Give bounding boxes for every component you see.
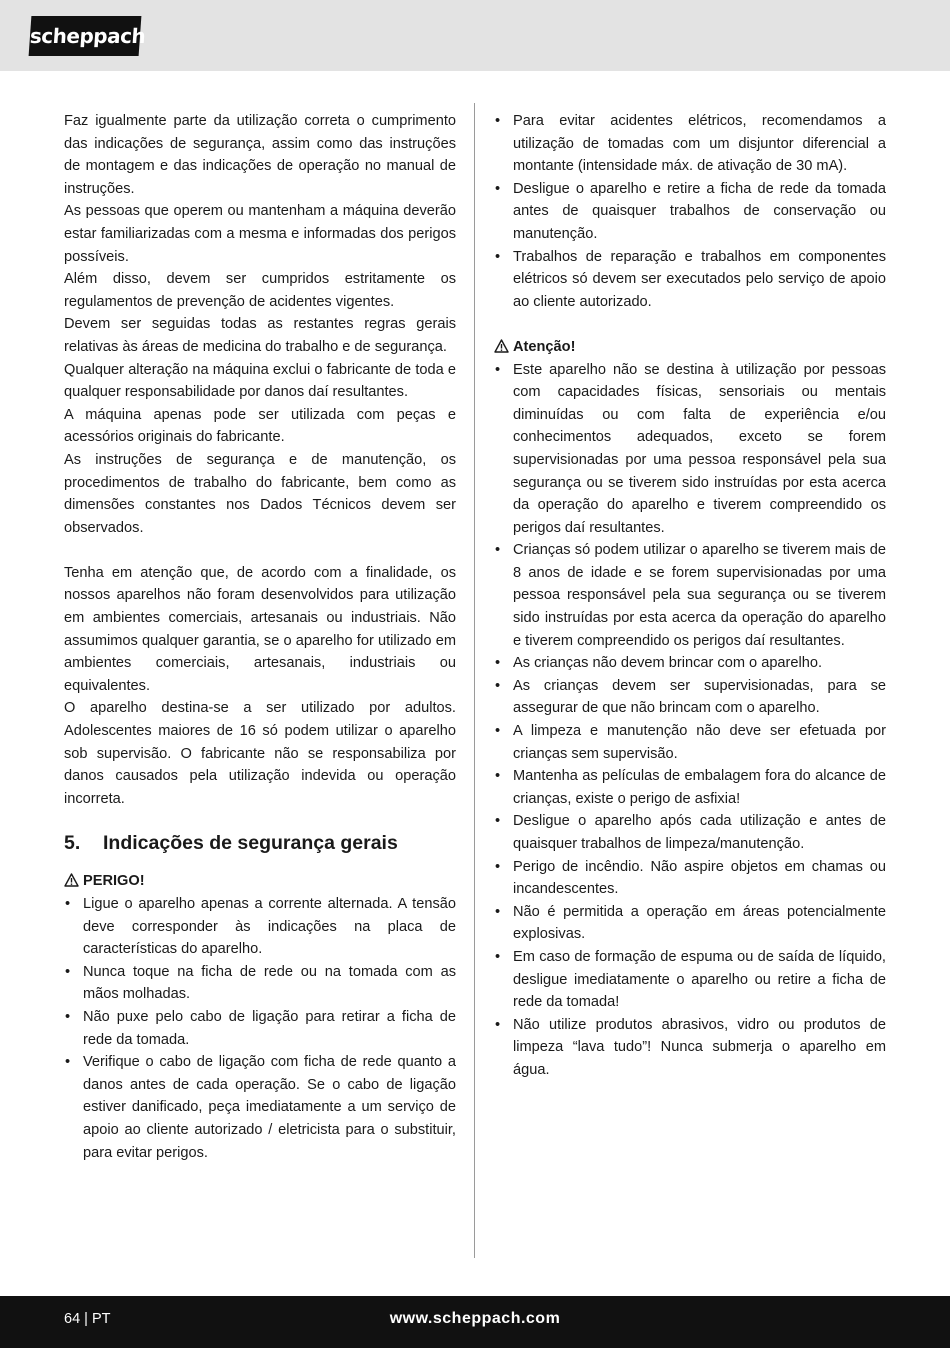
paragraph: Faz igualmente parte da utilização correta o cumprimento das indicações de segurança, assim como das instruções de montagem e das indicações de operação no manual de instruções. bbox=[64, 113, 456, 197]
electrical-safety-list bbox=[494, 110, 886, 313]
paragraph: Devem ser seguidas todas as restantes regras gerais relativas às áreas de medicina do trabalho e de segurança. bbox=[64, 316, 456, 355]
list-item: • Ligue o aparelho apenas a corrente alternada. A tensão deve corresponder às indicações na placa de características do aparelho. bbox=[64, 893, 456, 961]
brand-logo: scheppach bbox=[29, 16, 142, 56]
attention-label: Atenção! bbox=[513, 338, 576, 355]
list-item: • Verifique o cabo de ligação com ficha de rede quanto a danos antes de cada operação. Se o cabo de ligação estiver danificado, peça imediatamente a um serviço de apoio ao cliente autorizado / eletricista para o substituir, para evitar perigos. bbox=[64, 1051, 456, 1164]
list-item: • Perigo de incêndio. Não aspire objetos em chamas ou incandescentes. bbox=[494, 856, 886, 901]
list-item: • A limpeza e manutenção não deve ser efetuada por crianças sem supervisão. bbox=[494, 720, 886, 765]
page-footer bbox=[0, 1296, 950, 1348]
list-item: • As crianças não devem brincar com o aparelho. bbox=[494, 652, 886, 675]
section-heading bbox=[64, 828, 456, 858]
section-title: Indicações de segurança gerais bbox=[103, 832, 398, 855]
list-item: • Em caso de formação de espuma ou de saída de líquido, desligue imediatamente o aparelho ou retire a ficha de rede da tomada! bbox=[494, 946, 886, 1014]
danger-label: PERIGO! bbox=[83, 873, 145, 890]
paragraph: Tenha em atenção que, de acordo com a finalidade, os nossos aparelhos não foram desenvolvidos para utilização em ambientes comerciais, artesanais ou industriais. Não assumimos qualquer garantia, se o aparelho for utilizado em ambientes comerciais, artesanais, industriais ou equivalentes. bbox=[64, 564, 456, 694]
paragraph: As pessoas que operem ou mantenham a máquina deverão estar familiarizadas com a mesma e informadas dos perigos possíveis. bbox=[64, 203, 456, 265]
attention-heading bbox=[494, 336, 886, 359]
list-item: • As crianças devem ser supervisionadas, para se assegurar de que não brincam com o aparelho. bbox=[494, 675, 886, 720]
list-item: • Não é permitida a operação em áreas potencialmente explosivas. bbox=[494, 901, 886, 946]
attention-list bbox=[494, 359, 886, 1082]
list-item: • Crianças só podem utilizar o aparelho se tiverem mais de 8 anos de idade e se forem supervisionadas por uma pessoa responsável pela sua segurança ou se tiverem sido instruídas por esta acerca da operação do aparelho e tiverem compreendido os perigos daí resultantes. bbox=[494, 539, 886, 652]
warning-triangle-icon bbox=[494, 339, 509, 353]
list-item: • Mantenha as películas de embalagem fora do alcance de crianças, existe o perigo de asfixia! bbox=[494, 765, 886, 810]
paragraph: As instruções de segurança e de manutenção, os procedimentos de trabalho do fabricante, bem como as dimensões constantes nos Dados Técnicos devem ser observados. bbox=[64, 451, 456, 536]
paragraph: A máquina apenas pode ser utilizada com peças e acessórios originais do fabricante. bbox=[64, 406, 456, 446]
column-divider bbox=[474, 103, 475, 1258]
page-number: 64 | PT bbox=[64, 1311, 111, 1327]
paragraph: O aparelho destina-se a ser utilizado por adultos. Adolescentes maiores de 16 só podem utilizar o aparelho sob supervisão. O fabricante não se responsabiliza por danos causados pela utilização indevida ou operação incorreta. bbox=[64, 700, 456, 807]
usage-paragraphs bbox=[64, 562, 456, 811]
page-header bbox=[0, 0, 950, 71]
left-column bbox=[64, 110, 456, 1164]
warning-triangle-icon bbox=[64, 873, 79, 887]
paragraph: Além disso, devem ser cumpridos estritamente os regulamentos de prevenção de acidentes vigentes. bbox=[64, 271, 456, 310]
list-item: • Desligue o aparelho e retire a ficha de rede da tomada antes de quaisquer trabalhos de conservação ou manutenção. bbox=[494, 178, 886, 246]
right-column bbox=[494, 110, 886, 1082]
list-item: • Não puxe pelo cabo de ligação para retirar a ficha de rede da tomada. bbox=[64, 1006, 456, 1051]
list-item: • Trabalhos de reparação e trabalhos em componentes elétricos só devem ser executados pelo serviço de apoio ao cliente autorizado. bbox=[494, 246, 886, 314]
paragraph: Qualquer alteração na máquina exclui o fabricante de toda e qualquer responsabilidade por danos daí resultantes. bbox=[64, 361, 456, 401]
website-link[interactable]: www.scheppach.com bbox=[389, 1310, 561, 1327]
section-number: 5. bbox=[64, 832, 81, 855]
list-item: • Não utilize produtos abrasivos, vidro ou produtos de limpeza “lava tudo”! Nunca submerja o aparelho em água. bbox=[494, 1014, 886, 1082]
list-item: • Desligue o aparelho após cada utilização e antes de quaisquer trabalhos de limpeza/manutenção. bbox=[494, 810, 886, 855]
list-item: • Nunca toque na ficha de rede ou na tomada com as mãos molhadas. bbox=[64, 961, 456, 1006]
list-item: • Para evitar acidentes elétricos, recomendamos a utilização de tomadas com um disjuntor diferencial a montante (intensidade máx. de ativação de 30 mA). bbox=[494, 110, 886, 178]
danger-heading bbox=[64, 870, 456, 893]
danger-list bbox=[64, 893, 456, 1164]
intro-paragraphs bbox=[64, 110, 456, 539]
list-item: • Este aparelho não se destina à utilização por pessoas com capacidades físicas, sensoriais ou mentais diminuídas ou com falta de experiência e/ou conhecimentos adequados, exceto se forem supervisionadas por uma pessoa responsável pela sua segurança ou se tiverem sido instruídas por esta acerca da operação do aparelho e tiverem compreendido os perigos daí resultantes. bbox=[494, 359, 886, 540]
